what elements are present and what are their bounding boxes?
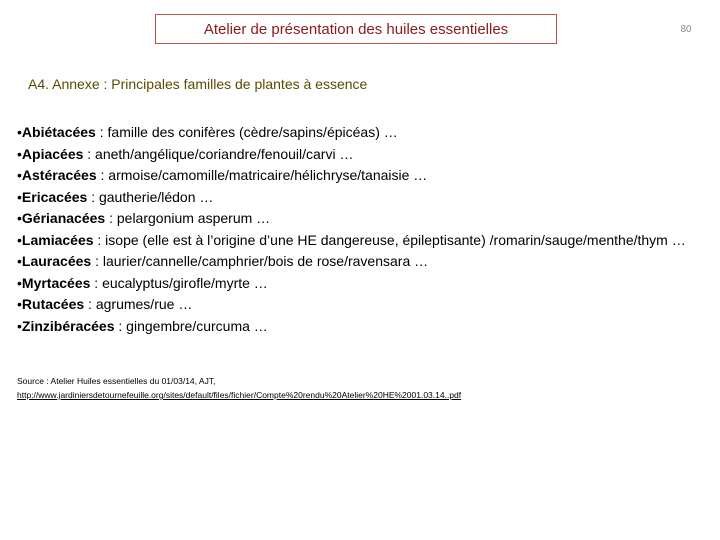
list-item-lauracees: [17, 251, 707, 273]
bullet-icon: •: [17, 317, 22, 334]
list-item-lamiacees: [17, 230, 707, 252]
list-item-gerianacees: [17, 208, 707, 230]
bullet-icon: •: [17, 274, 22, 291]
bullet-icon: •: [17, 188, 22, 205]
family-name: Zinzibéracées: [21, 317, 115, 334]
family-description: : pelargonium asperum …: [105, 210, 271, 226]
bullet-icon: •: [17, 253, 22, 269]
slide-title: Atelier de présentation des huiles essentielles: [203, 20, 509, 38]
bullet-icon: •: [17, 145, 22, 162]
family-description: : gautherie/lédon …: [87, 188, 214, 205]
family-description: : agrumes/rue …: [84, 296, 193, 312]
family-description: : gingembre/curcuma …: [114, 317, 268, 334]
list-item-zinziberacees: [17, 316, 707, 338]
family-name: Abiétacées: [21, 124, 96, 140]
list-item-rutacees: [17, 294, 707, 316]
bullet-icon: •: [17, 167, 22, 183]
list-item-apiacees: [17, 144, 707, 166]
bullet-icon: •: [17, 124, 22, 140]
family-name: Apiacées: [21, 145, 84, 162]
bullet-icon: •: [17, 210, 22, 226]
slide-title-box: [155, 14, 557, 44]
family-description: : laurier/cannelle/camphrier/bois de rose/ravensara …: [91, 253, 429, 269]
family-description: : armoise/camomille/matricaire/hélichryse/tanaisie …: [96, 167, 428, 183]
section-heading: A4. Annexe : Principales familles de plantes à essence: [28, 76, 368, 92]
bullet-icon: •: [17, 231, 22, 248]
family-description: : famille des conifères (cèdre/sapins/épicéas) …: [95, 124, 398, 140]
page-number: 80: [680, 24, 692, 35]
source-note: [17, 374, 707, 402]
list-item-ericacees: [17, 187, 707, 209]
list-item-abietacees: [17, 122, 707, 144]
list-item-asteracees: [17, 165, 707, 187]
plant-families-list: [17, 122, 707, 337]
family-name: Gérianacées: [21, 210, 106, 226]
list-item-myrtacees: [17, 273, 707, 295]
family-description: : aneth/angélique/coriandre/fenouil/carvi …: [83, 145, 354, 162]
family-name: Myrtacées: [21, 274, 91, 291]
source-link[interactable]: http://www.jardiniersdetournefeuille.org/sites/default/files/fichier/Compte%20rendu%20Atelier%20HE%2001.03.14..pdf: [17, 390, 462, 400]
family-name: Lauracées: [21, 253, 92, 269]
family-name: Astéracées: [21, 167, 97, 183]
family-description: : eucalyptus/girofle/myrte …: [90, 274, 268, 291]
family-name: Lamiacées: [21, 231, 94, 248]
family-description: : isope (elle est à l’origine d’une HE dangereuse, épileptisante) /romarin/sauge/menthe/thym …: [93, 231, 686, 248]
family-name: Rutacées: [21, 296, 85, 312]
family-name: Ericacées: [21, 188, 88, 205]
bullet-icon: •: [17, 296, 22, 312]
source-text: Source : Atelier Huiles essentielles du 01/03/14, AJT,: [17, 376, 216, 386]
